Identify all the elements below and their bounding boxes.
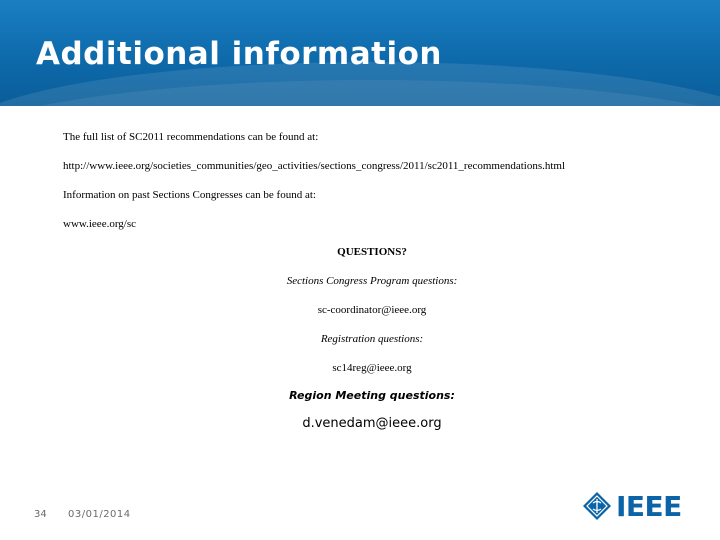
questions-heading: QUESTIONS? (337, 246, 407, 258)
slide-title: Additional information (36, 36, 442, 72)
recommendations-intro: The full list of SC2011 recommendations can be found at: (63, 131, 319, 143)
region-questions-label: Region Meeting questions: (289, 389, 455, 402)
ieee-logo (582, 488, 694, 524)
past-congresses-link[interactable]: www.ieee.org/sc (63, 218, 137, 230)
registration-questions-label: Registration questions: (320, 333, 424, 345)
registration-questions-email[interactable]: sc14reg@ieee.org (332, 362, 412, 374)
recommendations-link[interactable]: http://www.ieee.org/societies_communities/geo_activities/sections_congress/2011/sc2011_recommendations.html (63, 160, 566, 172)
page-number: 34 (34, 509, 47, 520)
past-congresses-intro: Information on past Sections Congresses can be found at: (63, 189, 316, 201)
program-questions-label: Sections Congress Program questions: (286, 275, 458, 287)
title-banner (0, 0, 720, 106)
footer-date: 03/01/2014 (68, 509, 131, 520)
ieee-diamond-icon (582, 491, 612, 521)
ieee-logo-text: IEEE (616, 489, 682, 523)
program-questions-email[interactable]: sc-coordinator@ieee.org (317, 304, 427, 316)
region-questions-email[interactable]: d.venedam@ieee.org (302, 416, 442, 431)
